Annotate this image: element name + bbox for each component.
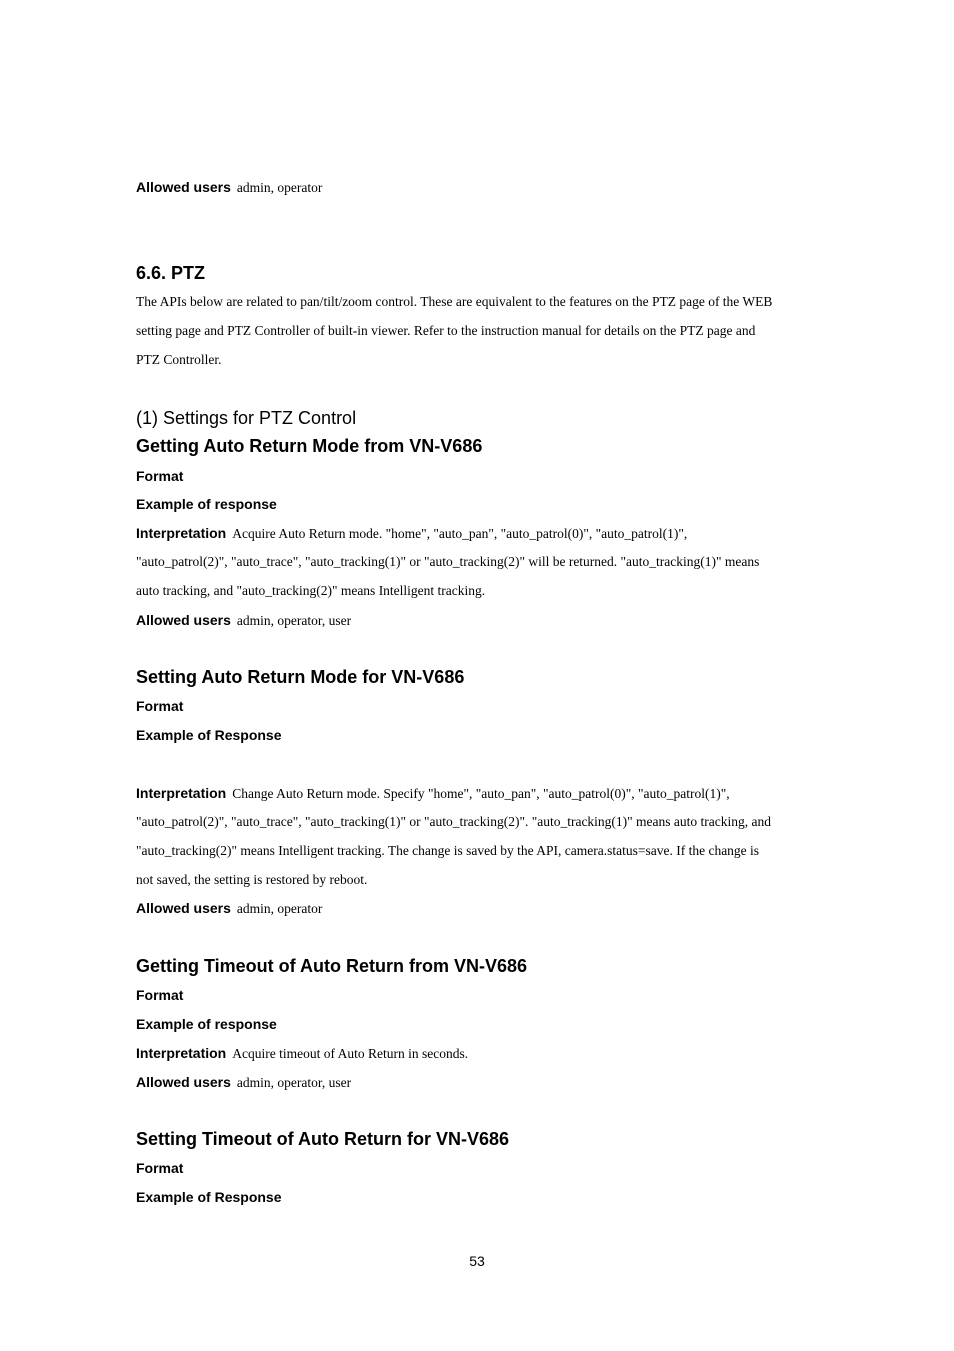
interpretation-text: auto tracking, and "auto_tracking(2)" means Intelligent tracking. — [136, 583, 486, 598]
interpretation-row — [136, 1045, 468, 1063]
interpretation-label: Interpretation — [136, 525, 227, 541]
section-title: 6.6. PTZ — [136, 263, 206, 283]
intro-line-1: The APIs below are related to pan/tilt/zoom control. These are equivalent to the features on the PTZ page of the WEB — [136, 294, 773, 309]
get-timeout-title: Getting Timeout of Auto Return from VN-V686 — [136, 956, 528, 976]
intro-line-3: PTZ Controller. — [136, 352, 222, 367]
format-label: Format — [136, 1160, 184, 1176]
allowed-users-value: admin, operator, user — [236, 613, 352, 628]
allowed-users-label: Allowed users — [136, 1074, 231, 1090]
allowed-users-label: Allowed users — [136, 179, 231, 195]
interpretation-text: Acquire timeout of Auto Return in seconds. — [232, 1046, 469, 1061]
format-label: Format — [136, 698, 184, 714]
interpretation-text: Change Auto Return mode. Specify "home", "auto_pan", "auto_patrol(0)", "auto_patrol(1)", — [232, 786, 730, 801]
example-response-label: Example of response — [136, 1016, 277, 1032]
interpretation-text: "auto_patrol(2)", "auto_trace", "auto_tracking(1)" or "auto_tracking(2)". "auto_tracking(1)" means auto tracking, and — [136, 814, 772, 829]
subsection-title: (1) Settings for PTZ Control — [136, 408, 357, 428]
set-timeout-title: Setting Timeout of Auto Return for VN-V686 — [136, 1129, 510, 1149]
get-auto-return-title: Getting Auto Return Mode from VN-V686 — [136, 436, 483, 456]
allowed-users-value: admin, operator — [236, 901, 323, 916]
set-auto-return-title: Setting Auto Return Mode for VN-V686 — [136, 667, 465, 687]
interpretation-text: "auto_patrol(2)", "auto_trace", "auto_tracking(1)" or "auto_tracking(2)" will be returned. "auto_tracking(1)" means — [136, 554, 760, 569]
allowed-users-value: admin, operator, user — [236, 1075, 352, 1090]
interpretation-row — [136, 785, 730, 803]
allowed-users-row — [136, 1074, 351, 1092]
interpretation-text: "auto_tracking(2)" means Intelligent tracking. The change is saved by the API, camera.status=save. If the change is — [136, 843, 760, 858]
interpretation-label: Interpretation — [136, 785, 227, 801]
intro-line-2: setting page and PTZ Controller of built-in viewer. Refer to the instruction manual for details on the PTZ page and — [136, 323, 756, 338]
page-number: 53 — [469, 1253, 485, 1269]
interpretation-row — [136, 525, 687, 543]
allowed-users-label: Allowed users — [136, 612, 231, 628]
allowed-users-label: Allowed users — [136, 900, 231, 916]
example-response-label: Example of response — [136, 496, 277, 512]
allowed-users-row — [136, 612, 351, 630]
interpretation-text: not saved, the setting is restored by reboot. — [136, 872, 368, 887]
allowed-users-row — [136, 900, 322, 918]
example-response-label: Example of Response — [136, 1189, 282, 1205]
allowed-users-value: admin, operator — [236, 180, 323, 195]
format-label: Format — [136, 987, 184, 1003]
interpretation-text: Acquire Auto Return mode. "home", "auto_pan", "auto_patrol(0)", "auto_patrol(1)", — [232, 526, 688, 541]
format-label: Format — [136, 468, 184, 484]
allowed-users-row — [136, 179, 322, 197]
interpretation-label: Interpretation — [136, 1045, 227, 1061]
example-response-label: Example of Response — [136, 727, 282, 743]
